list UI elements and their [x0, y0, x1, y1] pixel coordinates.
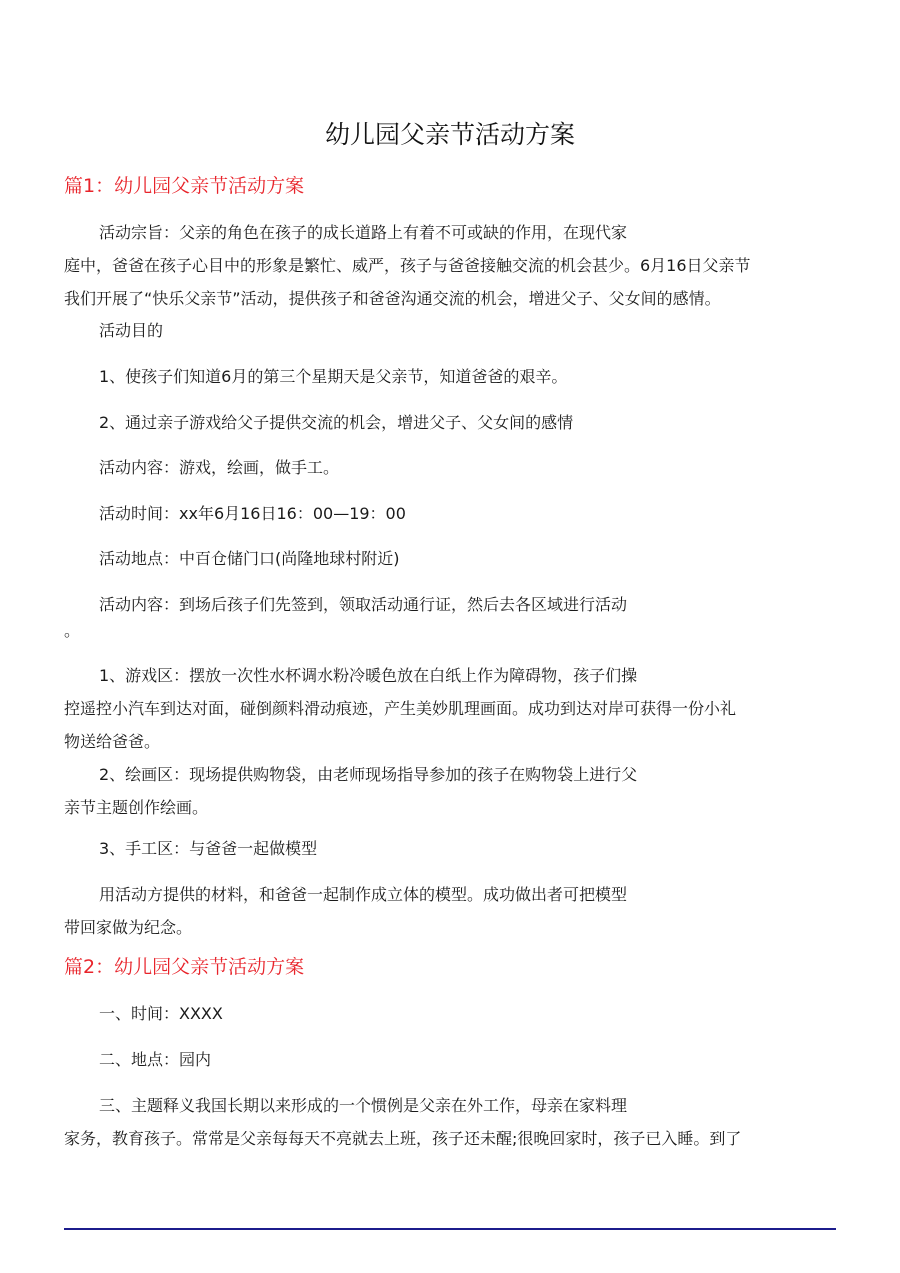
paragraph-line: 三、主题释义我国长期以来形成的一个惯例是父亲在外工作，母亲在家料理: [99, 1096, 628, 1115]
activity-location: [64, 542, 844, 575]
section-2-place: [64, 1043, 844, 1076]
paragraph-line: 1、使孩子们知道6月的第三个星期天是父亲节，知道爸爸的艰辛。: [99, 367, 568, 386]
activity-content-detail: [64, 588, 844, 641]
section-2-time: [64, 997, 844, 1030]
paragraph-line: 控遥控小汽车到达对面，碰倒颜料滑动痕迹，产生美妙肌理画面。成功到达对岸可获得一份小礼: [64, 699, 737, 718]
paragraph-line: 二、地点：园内: [99, 1050, 212, 1069]
paragraph-line: 活动地点：中百仓储门口(尚隆地球村附近): [99, 549, 400, 568]
handcraft-detail: [64, 878, 844, 944]
document-title: 幼儿园父亲节活动方案: [324, 120, 575, 149]
section-1-purpose: [64, 216, 844, 315]
paragraph-line: 家务，教育孩子。常常是父亲每每天不亮就去上班，孩子还未醒;很晚回家时，孩子已入睡。到了: [64, 1129, 742, 1148]
zone-game: [64, 659, 844, 758]
paragraph-line: 我们开展了“快乐父亲节”活动，提供孩子和爸爸沟通交流的机会，增进父子、父女间的感情。: [64, 289, 721, 308]
paragraph-line: 带回家做为纪念。: [64, 918, 193, 937]
activity-content: [64, 451, 844, 484]
zone-handcraft: [64, 832, 844, 865]
paragraph-line: 活动内容：游戏，绘画，做手工。: [99, 458, 340, 477]
paragraph-line: 活动宗旨：父亲的角色在孩子的成长道路上有着不可或缺的作用，在现代家: [99, 223, 628, 242]
paragraph-line: 亲节主题创作绘画。: [64, 798, 209, 817]
footer-rule: [64, 1228, 836, 1230]
goal-item-1: [64, 360, 844, 393]
paragraph-line: 用活动方提供的材料，和爸爸一起制作成立体的模型。成功做出者可把模型: [99, 885, 628, 904]
section-2-theme: [64, 1089, 844, 1155]
zone-drawing: [64, 758, 844, 824]
section-2-heading: 篇2：幼儿园父亲节活动方案: [64, 956, 305, 978]
section-1-heading: 篇1：幼儿园父亲节活动方案: [64, 175, 305, 197]
paragraph-line: 物送给爸爸。: [64, 732, 161, 751]
paragraph-line: 活动时间：xx年6月16日16：00—19：00: [99, 504, 406, 523]
goal-heading: [64, 314, 844, 347]
paragraph-line: 3、手工区：与爸爸一起做模型: [99, 839, 318, 858]
paragraph-line: 一、时间：XXXX: [99, 1004, 223, 1023]
paragraph-line: 。: [64, 621, 81, 640]
activity-time: [64, 497, 844, 530]
paragraph-line: 2、通过亲子游戏给父子提供交流的机会，增进父子、父女间的感情: [99, 413, 574, 432]
paragraph-line: 1、游戏区：摆放一次性水杯调水粉冷暖色放在白纸上作为障碍物，孩子们操: [99, 666, 638, 685]
paragraph-line: 2、绘画区：现场提供购物袋，由老师现场指导参加的孩子在购物袋上进行父: [99, 765, 638, 784]
paragraph-line: 活动目的: [99, 321, 164, 340]
paragraph-line: 活动内容：到场后孩子们先签到，领取活动通行证，然后去各区域进行活动: [99, 595, 628, 614]
goal-item-2: [64, 406, 844, 439]
paragraph-line: 庭中，爸爸在孩子心目中的形象是繁忙、威严，孩子与爸爸接触交流的机会甚少。6月16日父亲节: [64, 256, 751, 275]
